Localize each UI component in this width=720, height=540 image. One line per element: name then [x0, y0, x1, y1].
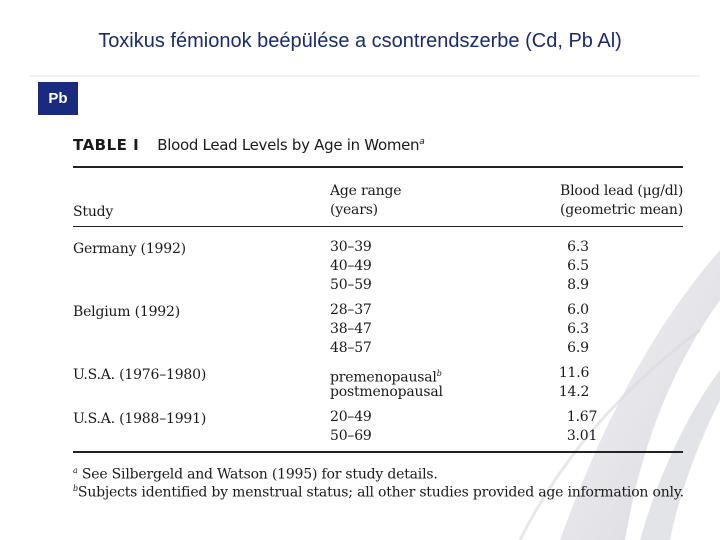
header-study: Study: [73, 204, 114, 220]
level-cell: 6.0: [567, 302, 589, 318]
level-cell: 1.67: [566, 409, 598, 425]
element-badge: Pb: [38, 82, 78, 115]
age-cell: 38–47: [330, 321, 372, 337]
age-cell: 50–59: [330, 277, 372, 293]
header-age-range: Age range: [330, 183, 402, 199]
caption-footnote-mark: a: [419, 137, 425, 147]
footnote-text: See Silbergeld and Watson (1995) for study details.: [81, 466, 438, 483]
age-cell: 48–57: [330, 340, 372, 356]
age-footnote-mark: b: [436, 369, 442, 378]
slide-title: Toxikus fémionok beépülése a csontrendszerbe (Cd, Pb Al): [98, 30, 622, 52]
table-top-rule: [73, 166, 683, 168]
table-caption-text: Blood Lead Levels by Age in Women: [157, 136, 420, 154]
age-cell: 28–37: [330, 302, 372, 318]
table-bottom-rule: [73, 451, 683, 453]
level-cell: 14.2: [558, 384, 590, 400]
level-cell: 6.3: [567, 239, 589, 255]
footnote-b: [73, 480, 684, 502]
age-cell: 50–69: [330, 428, 372, 444]
header-geometric-mean: (geometric mean): [560, 202, 683, 218]
header-blood-lead: Blood lead (μg/dl): [560, 183, 684, 199]
age-cell: 40–49: [330, 258, 372, 274]
footnote-mark: a: [73, 466, 78, 475]
level-cell: 11.6: [558, 365, 590, 381]
header-age-unit: (years): [330, 202, 378, 218]
level-cell: 6.9: [567, 340, 589, 356]
age-cell: postmenopausal: [330, 384, 443, 400]
age-text: premenopausal: [330, 369, 437, 386]
age-cell: 20–49: [330, 409, 372, 425]
footnote-mark: b: [73, 484, 78, 493]
level-cell: 3.01: [566, 428, 598, 444]
table-number: TABLE I: [73, 136, 140, 154]
table-caption: [73, 136, 683, 154]
study-usa-1976: U.S.A. (1976–1980): [73, 367, 207, 383]
age-cell: 30–39: [330, 239, 372, 255]
study-usa-1988: U.S.A. (1988–1991): [73, 411, 207, 427]
study-germany: Germany (1992): [73, 241, 186, 257]
study-belgium: Belgium (1992): [73, 304, 180, 320]
footnote-text: Subjects identified by menstrual status; all other studies provided age information only.: [77, 484, 684, 501]
level-cell: 8.9: [567, 277, 589, 293]
header-rule: [73, 226, 683, 227]
level-cell: 6.5: [567, 258, 589, 274]
level-cell: 6.3: [567, 321, 589, 337]
